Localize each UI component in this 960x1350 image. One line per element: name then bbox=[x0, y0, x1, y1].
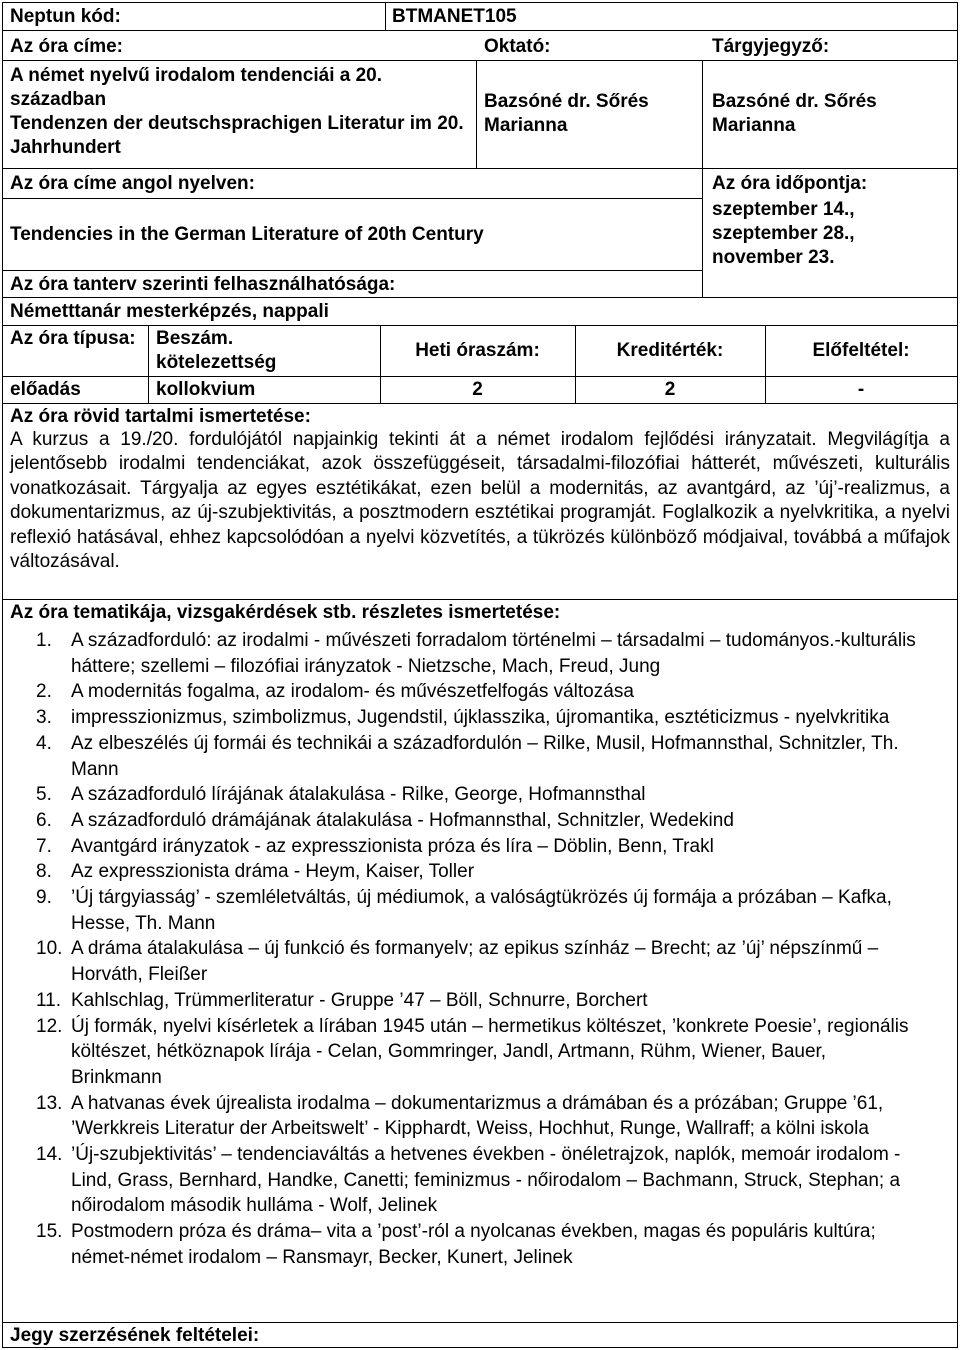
topic-number: 8. bbox=[36, 861, 52, 883]
border-top bbox=[2, 2, 958, 3]
topic-text: A századforduló: az irodalmi - művészeti forradalom történelmi – társadalmi – tudományos.-kulturális háttere; szellemi – filozófiai irányzatok - Nietzsche, Mach, Freud, Jung bbox=[71, 630, 916, 677]
row-line bbox=[2, 297, 958, 298]
title-label: Az óra címe: bbox=[10, 36, 123, 57]
topic-number: 13. bbox=[36, 1092, 63, 1114]
usage-label: Az óra tanterv szerinti felhasználhatósága: bbox=[10, 274, 396, 295]
topic-item bbox=[0, 859, 958, 885]
topic-item bbox=[0, 885, 958, 936]
topic-item bbox=[0, 1219, 958, 1270]
row-line bbox=[2, 403, 958, 404]
row-line bbox=[2, 1322, 958, 1323]
topic-text: A dráma átalakulása – új funkció és formanyelv; az epikus színház – Brecht; az ’új’ népszínmű – Horváth, Fleißer bbox=[71, 938, 879, 986]
instructor-label: Oktató: bbox=[484, 36, 551, 57]
topic-number: 2. bbox=[36, 681, 52, 703]
course-title-de: Tendenzen der deutschsprachigen Literatur im 20. Jahrhundert bbox=[10, 113, 464, 158]
dates-label: Az óra időpontja: bbox=[712, 173, 868, 194]
exam-label: Beszám. kötelezettség bbox=[156, 328, 277, 373]
col-line bbox=[476, 60, 477, 168]
topic-number: 7. bbox=[36, 835, 52, 857]
row-line bbox=[2, 599, 958, 600]
english-title: Tendencies in the German Literature of 20th Century bbox=[10, 224, 484, 245]
row-line bbox=[2, 325, 958, 326]
topic-text: ’Új-szubjektivitás’ – tendenciaváltás a hetvenes években - önéletrajzok, naplók, memoár irodalom - Lind, Grass, Bernhard, Handke, Canetti; feminizmus - nőirodalom – Bachmann, Struck, Stephan; a nőirodalom második hulláma - Wolf, Jelinek bbox=[71, 1144, 901, 1217]
topic-item bbox=[0, 988, 958, 1014]
topic-text: Az elbeszélés új formái és technikái a századfordulón – Rilke, Musil, Hofmannsthal, Schnitzler, Th. Mann bbox=[71, 732, 899, 780]
topics-label: Az óra tematikája, vizsgakérdések stb. részletes ismertetése: bbox=[10, 602, 561, 623]
topic-item bbox=[0, 936, 958, 987]
row-line bbox=[2, 376, 958, 377]
course-title-hu: A német nyelvű irodalom tendenciái a 20. században bbox=[10, 65, 383, 110]
prereq-value: - bbox=[857, 379, 865, 400]
col-line bbox=[702, 60, 703, 297]
summary-label: Az óra rövid tartalmi ismertetése: bbox=[10, 406, 311, 427]
col-line bbox=[148, 325, 149, 403]
row-line bbox=[2, 168, 958, 169]
topic-text: Postmodern próza és dráma– vita a ’post’-ról a nyolcanas években, magas és populáris kultúra; német-német irodalom – Ransmayr, Becker, Kunert, Jelinek bbox=[71, 1221, 876, 1268]
topic-item bbox=[0, 808, 958, 834]
topic-text: Avantgárd irányzatok - az expresszionista próza és líra – Döblin, Benn, Trakl bbox=[71, 835, 714, 857]
topic-item bbox=[0, 1014, 958, 1091]
credit-label: Kreditérték: bbox=[616, 340, 724, 361]
topic-text: A hatvanas évek újrealista irodalma – dokumentarizmus a drámában és a prózában; Gruppe ’61, ’Werkkreis Literatur der Arbeitswelt’ - Kipphardt, Weiss, Hochhut, Runge, Wallraff; a kölni iskola bbox=[71, 1092, 884, 1140]
topic-number: 12. bbox=[36, 1015, 63, 1037]
topic-text: impresszionizmus, szimbolizmus, Jugendstil, újklasszika, újromantika, esztéticizmus - nyelvkritika bbox=[71, 707, 890, 729]
type-value: előadás bbox=[10, 379, 81, 400]
type-label: Az óra típusa: bbox=[10, 328, 136, 349]
topic-item bbox=[0, 782, 958, 808]
row-line bbox=[2, 270, 702, 271]
col-line bbox=[385, 2, 386, 30]
coordinator-label: Tárgyjegyző: bbox=[712, 36, 830, 57]
topic-number: 3. bbox=[36, 707, 52, 729]
topic-item bbox=[0, 731, 958, 782]
topic-number: 1. bbox=[36, 630, 52, 651]
topic-item bbox=[0, 679, 958, 705]
grading-label: Jegy szerzésének feltételei: bbox=[10, 1325, 260, 1346]
neptun-value: BTMANET105 bbox=[392, 6, 517, 27]
course-dates: szeptember 14., szeptember 28., november 23. bbox=[712, 199, 855, 268]
topic-text: A századforduló drámájának átalakulása - Hofmannsthal, Schnitzler, Wedekind bbox=[71, 809, 734, 831]
topic-number: 11. bbox=[36, 989, 62, 1011]
topic-text: ’Új tárgyiasság’ - szemléletváltás, új médiumok, a valóságtükrözés új formája a prózában – Kafka, Hesse, Th. Mann bbox=[71, 887, 892, 934]
topic-number: 14. bbox=[36, 1144, 63, 1166]
coordinator-name: Bazsóné dr. Sőrés Marianna bbox=[712, 91, 877, 136]
topic-number: 6. bbox=[36, 809, 52, 831]
topic-text: Az expresszionista dráma - Heym, Kaiser, Toller bbox=[71, 861, 475, 883]
topic-text: Új formák, nyelvi kísérletek a lírában 1945 után – hermetikus költészet, ’konkrete Poesie’, regionális költészet, hétköznapok lírája - Celan, Gommringer, Jandl, Artmann, Rühm, Wiener, Bauer, Brinkmann bbox=[71, 1015, 909, 1088]
topic-item bbox=[0, 1091, 958, 1142]
row-line bbox=[2, 198, 702, 199]
credit-value: 2 bbox=[664, 379, 676, 400]
topic-item bbox=[0, 705, 958, 731]
topic-text: A századforduló lírájának átalakulása - Rilke, George, Hofmannsthal bbox=[71, 784, 646, 806]
topic-number: 10. bbox=[36, 938, 63, 960]
row-line bbox=[2, 30, 958, 31]
topic-item bbox=[0, 834, 958, 860]
english-title-label: Az óra címe angol nyelven: bbox=[10, 173, 255, 194]
instructor-name: Bazsóné dr. Sőrés Marianna bbox=[484, 91, 649, 136]
row-line bbox=[2, 60, 958, 61]
hours-label: Heti óraszám: bbox=[415, 340, 540, 361]
topic-number: 15. bbox=[36, 1221, 63, 1243]
exam-value: kollokvium bbox=[156, 379, 256, 400]
topic-text: A modernitás fogalma, az irodalom- és művészetfelfogás változása bbox=[71, 681, 634, 703]
summary-text: A kurzus a 19./20. fordulójától napjainkig tekinti át a német irodalom fejlődési irányzatait. Megvilágítja a jelentősebb irodalmi tendenciákat, azok összefüggéseit, társadalmi-filozófiai hátterét, művészeti, kulturális vonatkozásait. Tárgyalja az egyes esztétikákat, ezen belül a modernitás, az avantgárd, az ’új’-realizmus, a dokumentarizmus, az új-szubjektivitás, a posztmodern esztétikai programját. Foglalkozik a nyelvkritika, a nyelvi reflexió hatásával, ehhez kapcsolódóan a nyelvi közvetítés, a tükrözés különböző módjaival, továbbá a műfajok változásával. bbox=[10, 429, 950, 573]
topic-item bbox=[0, 1142, 958, 1219]
topic-number: 9. bbox=[36, 887, 52, 909]
topics-list bbox=[0, 628, 958, 1271]
neptun-label: Neptun kód: bbox=[10, 6, 121, 27]
usage-value: Németttanár mesterképzés, nappali bbox=[10, 301, 329, 322]
topic-number: 4. bbox=[36, 732, 52, 754]
topic-number: 5. bbox=[36, 784, 52, 806]
topic-text: Kahlschlag, Trümmerliteratur - Gruppe ’47 – Böll, Schnurre, Borchert bbox=[71, 989, 648, 1011]
prereq-label: Előfeltétel: bbox=[812, 340, 910, 361]
topic-item bbox=[0, 628, 958, 679]
hours-value: 2 bbox=[472, 379, 483, 400]
